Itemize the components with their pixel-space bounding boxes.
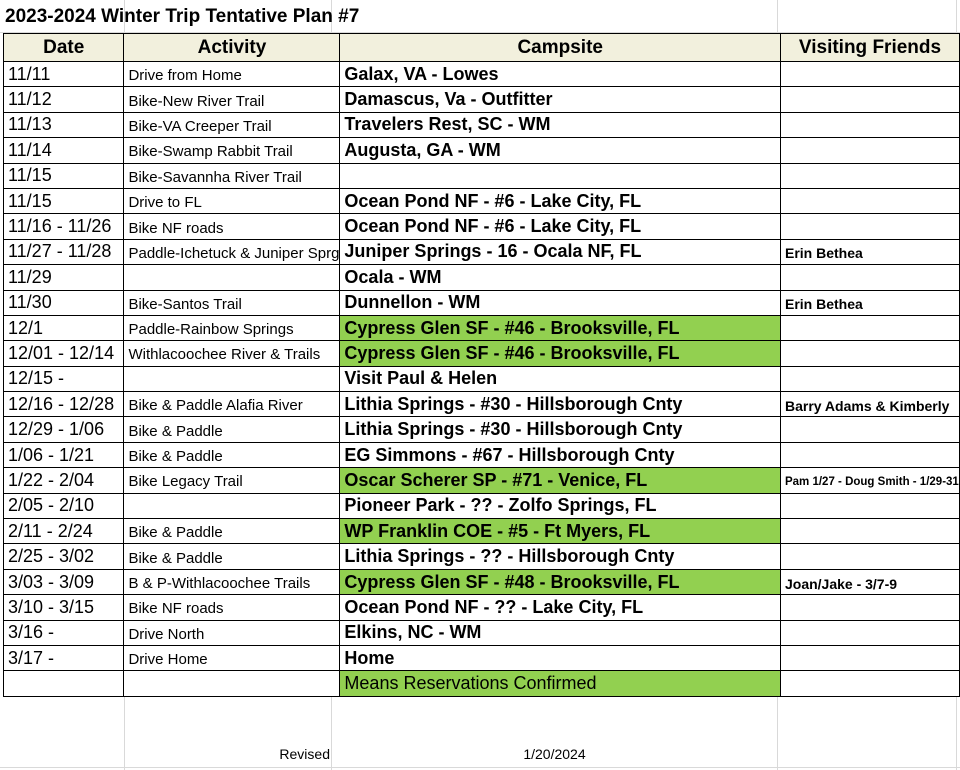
table-row [4, 188, 960, 213]
friends-cell[interactable] [780, 62, 959, 87]
friends-cell[interactable] [780, 188, 959, 213]
table-row [4, 341, 960, 366]
activity-cell[interactable]: Withlacoochee River & Trails [124, 341, 340, 366]
campsite-cell[interactable]: Lithia Springs - #30 - Hillsborough Cnty [340, 392, 781, 417]
table-row [4, 290, 960, 315]
header-date[interactable]: Date [4, 34, 124, 62]
friends-cell[interactable] [780, 493, 959, 518]
friends-cell[interactable] [780, 214, 959, 239]
date-cell[interactable]: 3/17 - [4, 645, 124, 670]
date-cell[interactable]: 2/11 - 2/24 [4, 519, 124, 544]
activity-cell[interactable]: Bike-Santos Trail [124, 290, 340, 315]
friends-cell[interactable] [780, 87, 959, 112]
campsite-cell[interactable]: EG Simmons - #67 - Hillsborough Cnty [340, 442, 781, 467]
date-cell[interactable]: 11/13 [4, 112, 124, 137]
friends-cell[interactable]: Erin Bethea [780, 290, 959, 315]
activity-cell[interactable]: Bike & Paddle [124, 544, 340, 569]
campsite-cell[interactable] [340, 163, 781, 188]
activity-cell[interactable]: Bike-VA Creeper Trail [124, 112, 340, 137]
date-cell[interactable]: 3/03 - 3/09 [4, 569, 124, 594]
campsite-cell[interactable]: Juniper Springs - 16 - Ocala NF, FL [340, 239, 781, 264]
friends-cell[interactable] [780, 595, 959, 620]
table-row [4, 62, 960, 87]
table-row [4, 138, 960, 163]
trip-plan-table [3, 33, 960, 697]
legend-empty-cell[interactable] [780, 671, 959, 696]
activity-cell[interactable]: Bike & Paddle [124, 442, 340, 467]
campsite-cell[interactable]: Elkins, NC - WM [340, 620, 781, 645]
table-row [4, 595, 960, 620]
friends-cell[interactable] [780, 645, 959, 670]
date-cell[interactable]: 11/30 [4, 290, 124, 315]
date-cell[interactable]: 1/22 - 2/04 [4, 468, 124, 493]
activity-cell[interactable]: Bike-Savannha River Trail [124, 163, 340, 188]
activity-cell[interactable]: Drive Home [124, 645, 340, 670]
date-cell[interactable]: 11/29 [4, 265, 124, 290]
friends-cell[interactable] [780, 417, 959, 442]
table-row [4, 645, 960, 670]
date-cell[interactable]: 12/15 - [4, 366, 124, 391]
activity-cell[interactable]: Bike & Paddle [124, 417, 340, 442]
friends-cell[interactable] [780, 138, 959, 163]
campsite-cell[interactable]: Lithia Springs - #30 - Hillsborough Cnty [340, 417, 781, 442]
friends-cell[interactable] [780, 544, 959, 569]
activity-cell[interactable] [124, 265, 340, 290]
friends-cell[interactable] [780, 366, 959, 391]
activity-cell[interactable]: Bike & Paddle Alafia River [124, 392, 340, 417]
campsite-cell[interactable]: Oscar Scherer SP - #71 - Venice, FL [340, 468, 781, 493]
date-cell[interactable]: 1/06 - 1/21 [4, 442, 124, 467]
activity-cell[interactable]: Paddle-Ichetuck & Juniper Sprg [124, 239, 340, 264]
activity-cell[interactable] [124, 493, 340, 518]
table-row [4, 265, 960, 290]
date-cell[interactable]: 11/16 - 11/26 [4, 214, 124, 239]
revised-date[interactable]: 1/20/2024 [523, 746, 586, 762]
friends-cell[interactable] [780, 112, 959, 137]
table-row [4, 544, 960, 569]
friends-cell[interactable] [780, 315, 959, 340]
table-row [4, 468, 960, 493]
table-row [4, 239, 960, 264]
header-campsite[interactable]: Campsite [340, 34, 781, 62]
table-body [4, 62, 960, 671]
date-cell[interactable]: 11/15 [4, 188, 124, 213]
table-row [4, 87, 960, 112]
date-cell[interactable]: 12/1 [4, 315, 124, 340]
activity-cell[interactable]: Drive from Home [124, 62, 340, 87]
campsite-cell[interactable]: Damascus, Va - Outfitter [340, 87, 781, 112]
campsite-cell[interactable]: Dunnellon - WM [340, 290, 781, 315]
campsite-cell[interactable]: Cypress Glen SF - #48 - Brooksville, FL [340, 569, 781, 594]
table-row [4, 366, 960, 391]
activity-cell[interactable] [124, 366, 340, 391]
date-cell[interactable]: 11/14 [4, 138, 124, 163]
activity-cell[interactable]: Drive North [124, 620, 340, 645]
friends-cell[interactable] [780, 442, 959, 467]
header-friends[interactable]: Visiting Friends [780, 34, 959, 62]
date-cell[interactable]: 2/05 - 2/10 [4, 493, 124, 518]
date-cell[interactable]: 12/29 - 1/06 [4, 417, 124, 442]
campsite-cell[interactable]: Home [340, 645, 781, 670]
activity-cell[interactable]: Drive to FL [124, 188, 340, 213]
campsite-cell[interactable]: Pioneer Park - ?? - Zolfo Springs, FL [340, 493, 781, 518]
date-cell[interactable]: 2/25 - 3/02 [4, 544, 124, 569]
activity-cell[interactable]: Bike & Paddle [124, 519, 340, 544]
date-cell[interactable]: 3/10 - 3/15 [4, 595, 124, 620]
activity-cell[interactable]: Bike Legacy Trail [124, 468, 340, 493]
header-row [4, 34, 960, 62]
campsite-cell[interactable]: Ocean Pond NF - ?? - Lake City, FL [340, 595, 781, 620]
friends-cell[interactable] [780, 265, 959, 290]
friends-cell[interactable] [780, 519, 959, 544]
table-row [4, 417, 960, 442]
campsite-cell[interactable]: Galax, VA - Lowes [340, 62, 781, 87]
date-cell[interactable]: 11/11 [4, 62, 124, 87]
campsite-cell[interactable]: Augusta, GA - WM [340, 138, 781, 163]
date-cell[interactable]: 12/01 - 12/14 [4, 341, 124, 366]
table-row [4, 112, 960, 137]
activity-cell[interactable]: B & P-Withlacoochee Trails [124, 569, 340, 594]
date-cell[interactable]: 11/15 [4, 163, 124, 188]
table-row [4, 163, 960, 188]
friends-cell[interactable]: Pam 1/27 - Doug Smith - 1/29-31 [780, 468, 959, 493]
activity-cell[interactable]: Bike NF roads [124, 214, 340, 239]
campsite-cell[interactable]: Travelers Rest, SC - WM [340, 112, 781, 137]
table-row [4, 315, 960, 340]
table-row [4, 392, 960, 417]
date-cell[interactable]: 11/12 [4, 87, 124, 112]
campsite-cell[interactable]: Visit Paul & Helen [340, 366, 781, 391]
table-row [4, 569, 960, 594]
date-cell[interactable]: 3/16 - [4, 620, 124, 645]
campsite-cell[interactable]: Lithia Springs - ?? - Hillsborough Cnty [340, 544, 781, 569]
date-cell[interactable]: 12/16 - 12/28 [4, 392, 124, 417]
friends-cell[interactable]: Erin Bethea [780, 239, 959, 264]
friends-cell[interactable] [780, 163, 959, 188]
legend-empty-cell[interactable] [4, 671, 124, 696]
table-row [4, 620, 960, 645]
friends-cell[interactable]: Barry Adams & Kimberly [780, 392, 959, 417]
activity-cell[interactable]: Bike NF roads [124, 595, 340, 620]
campsite-cell[interactable]: Ocala - WM [340, 265, 781, 290]
revised-label[interactable]: Revised [279, 746, 330, 762]
legend-row [4, 671, 960, 696]
sheet-title[interactable]: 2023-2024 Winter Trip Tentative Plan #7 [5, 6, 360, 27]
campsite-cell[interactable]: Cypress Glen SF - #46 - Brooksville, FL [340, 341, 781, 366]
table-row [4, 214, 960, 239]
friends-cell[interactable] [780, 620, 959, 645]
table-row [4, 442, 960, 467]
campsite-cell[interactable]: WP Franklin COE - #5 - Ft Myers, FL [340, 519, 781, 544]
legend-empty-cell[interactable] [124, 671, 340, 696]
legend-confirmed-cell[interactable]: Means Reservations Confirmed [340, 671, 781, 696]
header-activity[interactable]: Activity [124, 34, 340, 62]
activity-cell[interactable]: Bike-New River Trail [124, 87, 340, 112]
campsite-cell[interactable]: Cypress Glen SF - #46 - Brooksville, FL [340, 315, 781, 340]
friends-cell[interactable] [780, 341, 959, 366]
campsite-cell[interactable]: Ocean Pond NF - #6 - Lake City, FL [340, 214, 781, 239]
date-cell[interactable]: 11/27 - 11/28 [4, 239, 124, 264]
table-row [4, 493, 960, 518]
activity-cell[interactable]: Paddle-Rainbow Springs [124, 315, 340, 340]
friends-cell[interactable]: Joan/Jake - 3/7-9 [780, 569, 959, 594]
table-row [4, 519, 960, 544]
activity-cell[interactable]: Bike-Swamp Rabbit Trail [124, 138, 340, 163]
campsite-cell[interactable]: Ocean Pond NF - #6 - Lake City, FL [340, 188, 781, 213]
